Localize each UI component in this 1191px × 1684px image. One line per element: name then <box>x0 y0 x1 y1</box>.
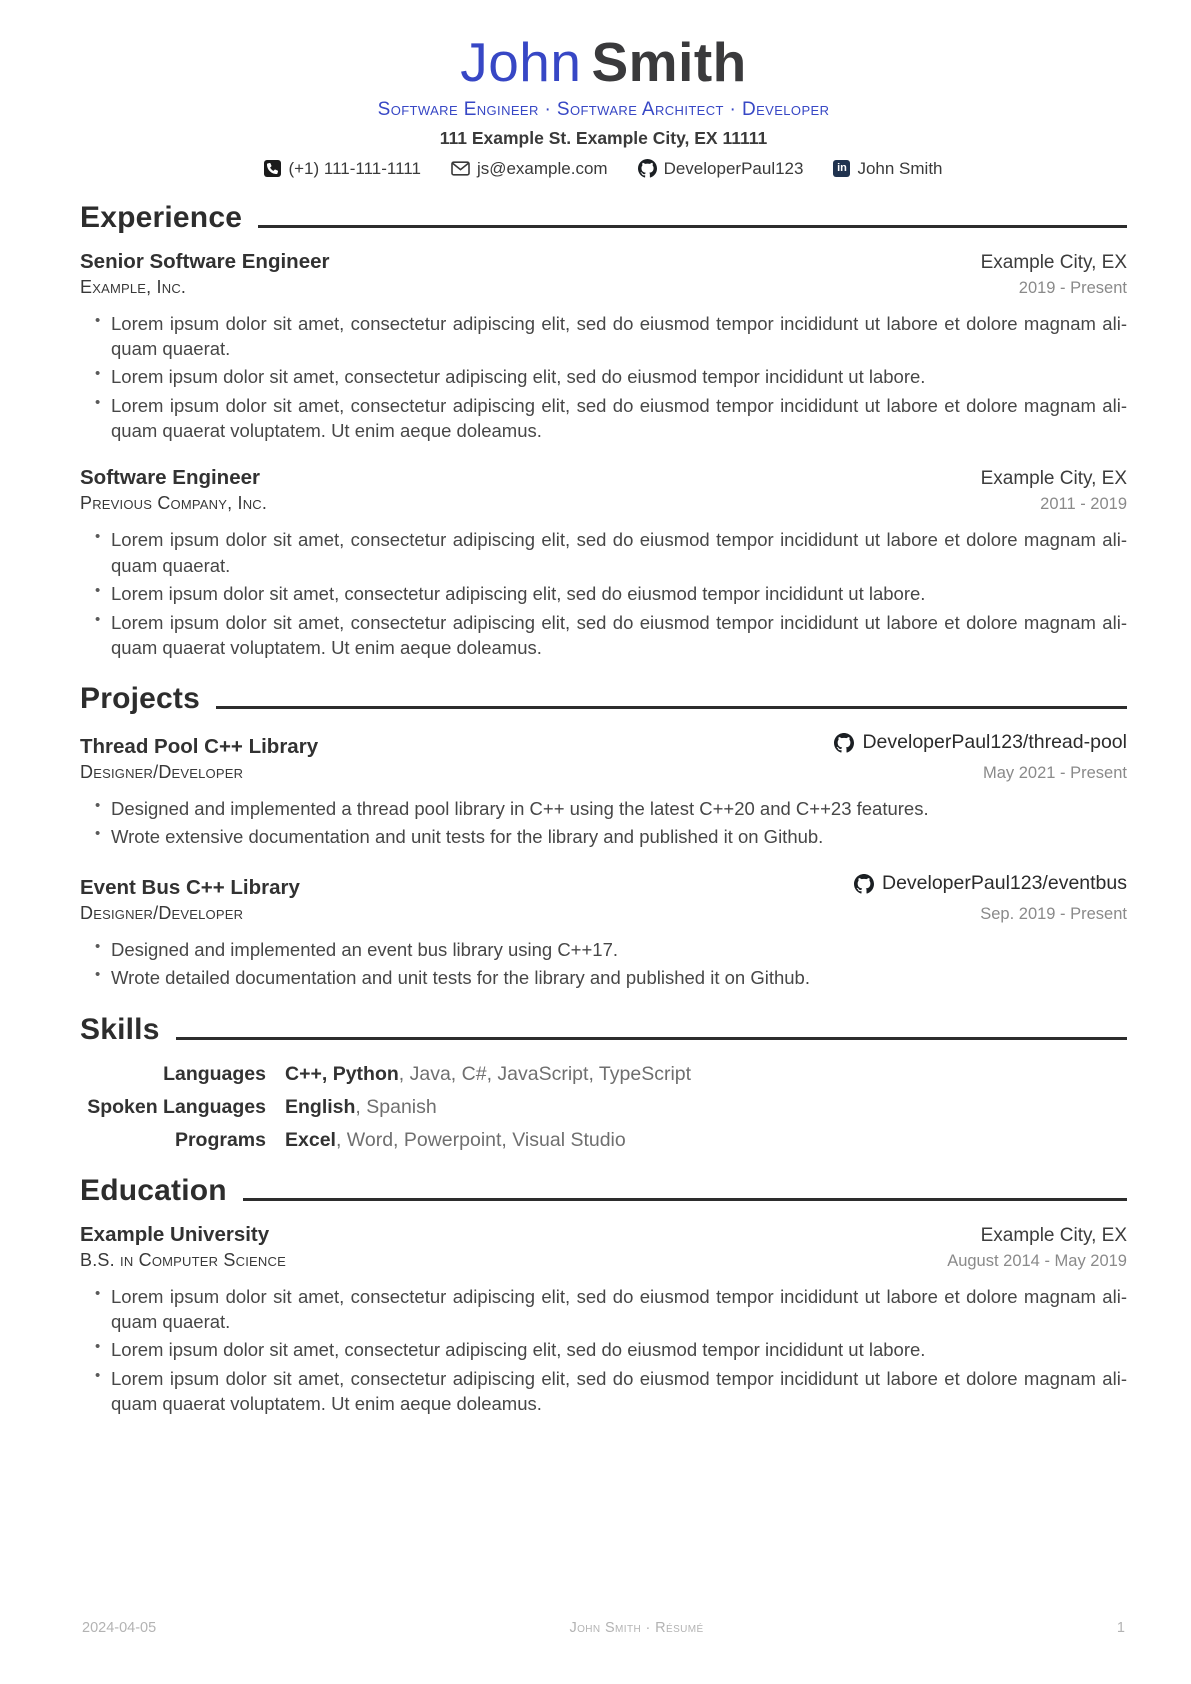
repo-link[interactable] <box>834 731 1127 754</box>
skill-values-secondary: , Word, Powerpoint, Visual Studio <box>335 1128 626 1151</box>
section-heading <box>80 684 1127 714</box>
project-entry <box>80 731 1127 849</box>
entry-company: Previous Company, Inc. <box>80 493 268 514</box>
section-projects <box>80 684 1127 990</box>
entry-dates: 2011 - 2019 <box>1040 495 1127 514</box>
bullet-item: • Wrote extensive documentation and unit tests for the library and published it on Github. <box>94 824 1127 849</box>
contact-row <box>80 159 1127 179</box>
email-link[interactable] <box>451 159 608 179</box>
project-title: Event Bus C++ Library <box>80 875 300 899</box>
skill-values-secondary: , Spanish <box>355 1095 437 1118</box>
bullet-list <box>80 796 1127 850</box>
bullet-item: • Lorem ipsum dolor sit amet, consectetur adipiscing elit, sed do eiusmod tempor incididunt ut labore et dolore magnam aliquam quaerat voluptatem. Ut enim aeque doleamus. <box>94 1366 1127 1417</box>
entry-dates: August 2014 - May 2019 <box>947 1251 1127 1270</box>
page-number: 1 <box>1116 1620 1125 1636</box>
footer-document-title: John Smith · Résumé <box>569 1620 704 1636</box>
entry-header <box>80 872 1127 900</box>
section-heading <box>80 1012 1127 1046</box>
entry-header <box>80 466 1127 490</box>
skill-values-primary: English <box>285 1095 356 1118</box>
email-address: js@example.com <box>476 158 608 178</box>
bullet-item: • Lorem ipsum dolor sit amet, consectetur adipiscing elit, sed do eiusmod tempor incididunt ut labore et dolore magnam aliquam quaerat. <box>94 311 1127 362</box>
repo-name: DeveloperPaul123/thread-pool <box>862 731 1127 754</box>
section-rule <box>216 706 1127 709</box>
repo-name: DeveloperPaul123/eventbus <box>881 872 1127 895</box>
github-icon <box>834 733 854 753</box>
education-entry <box>80 1223 1127 1417</box>
github-icon <box>638 159 657 178</box>
entry-subheader <box>80 277 1127 298</box>
entry-subheader <box>80 1250 1127 1271</box>
entry-dates: Sep. 2019 - Present <box>980 904 1127 923</box>
footer-date: 2024-04-05 <box>82 1620 157 1636</box>
phone-icon <box>264 160 281 177</box>
linkedin-icon: in <box>833 160 850 177</box>
experience-entry <box>80 250 1127 444</box>
bullet-item: • Lorem ipsum dolor sit amet, consectetur adipiscing elit, sed do eiusmod tempor incididunt ut labore. <box>94 1337 1127 1362</box>
entry-subheader <box>80 903 1127 924</box>
skill-category: Programs <box>174 1128 266 1151</box>
project-role: Designer/Developer <box>80 761 244 782</box>
bullet-list <box>80 1284 1127 1417</box>
section-title: Education <box>80 1173 227 1207</box>
phone-number: (+1) 111-111-1111 <box>288 158 421 178</box>
entry-company: Example, Inc. <box>80 276 187 297</box>
bullet-item: • Lorem ipsum dolor sit amet, consectetur adipiscing elit, sed do eiusmod tempor incididunt ut labore. <box>94 581 1127 606</box>
section-title: Experience <box>80 200 243 234</box>
skill-values <box>285 1096 1127 1119</box>
entry-location: Example City, EX <box>980 251 1127 273</box>
github-icon <box>854 874 874 894</box>
first-name: John <box>460 31 582 93</box>
bullet-item: • Designed and implemented an event bus library using C++17. <box>94 937 1127 962</box>
degree: B.S. in Computer Science <box>80 1249 286 1270</box>
bullet-item: • Lorem ipsum dolor sit amet, consectetur adipiscing elit, sed do eiusmod tempor incididunt ut labore et dolore magnam aliquam quaerat voluptatem. Ut enim aeque doleamus. <box>94 393 1127 444</box>
last-name: Smith <box>591 31 747 93</box>
repo-link[interactable] <box>854 872 1127 895</box>
section-experience <box>80 200 1127 660</box>
envelope-icon <box>451 161 470 176</box>
section-title: Skills <box>80 1012 160 1046</box>
project-role: Designer/Developer <box>80 902 244 923</box>
entry-dates: 2019 - Present <box>1018 278 1127 297</box>
page-footer <box>82 1620 1125 1636</box>
skill-values <box>285 1129 1127 1152</box>
bullet-list <box>80 311 1127 444</box>
section-skills <box>80 1012 1127 1152</box>
skill-category: Languages <box>163 1062 266 1085</box>
bullet-item: • Lorem ipsum dolor sit amet, consectetur adipiscing elit, sed do eiusmod tempor incididunt ut labore et dolore magnam aliquam quaerat. <box>94 1284 1127 1335</box>
github-username: DeveloperPaul123 <box>663 158 804 178</box>
section-education <box>80 1173 1127 1417</box>
phone-link[interactable] <box>264 159 420 179</box>
github-profile-link[interactable] <box>638 159 804 179</box>
job-titles: Software Engineer · Software Architect · Developer <box>377 98 830 120</box>
bullet-item: • Lorem ipsum dolor sit amet, consectetur adipiscing elit, sed do eiusmod tempor incididunt ut labore et dolore magnam aliquam quaerat. <box>94 527 1127 578</box>
linkedin-link[interactable] <box>833 159 942 179</box>
entry-title: Software Engineer <box>80 466 260 490</box>
full-name <box>80 31 1127 93</box>
project-entry <box>80 872 1127 990</box>
school-name: Example University <box>80 1222 270 1246</box>
bullet-item: • Designed and implemented a thread pool library in C++ using the latest C++20 and C++23 features. <box>94 796 1127 821</box>
bullet-item: • Wrote detailed documentation and unit tests for the library and published it on Github. <box>94 965 1127 990</box>
experience-entry <box>80 466 1127 660</box>
skill-category: Spoken Languages <box>87 1095 266 1118</box>
section-heading <box>80 200 1127 234</box>
entry-header <box>80 731 1127 759</box>
entry-subheader <box>80 493 1127 514</box>
header <box>80 31 1127 179</box>
section-rule <box>176 1037 1127 1040</box>
skill-values <box>285 1063 1127 1086</box>
entry-header <box>80 1223 1127 1247</box>
skill-values-secondary: , Java, C#, JavaScript, TypeScript <box>398 1062 692 1085</box>
skills-table <box>80 1063 1127 1152</box>
bullet-list <box>80 527 1127 660</box>
bullet-list <box>80 937 1127 991</box>
street-address: 111 Example St. Example City, EX 11111 <box>439 127 768 148</box>
bullet-item: • Lorem ipsum dolor sit amet, consectetur adipiscing elit, sed do eiusmod tempor incididunt ut labore. <box>94 364 1127 389</box>
entry-subheader <box>80 762 1127 783</box>
entry-location: Example City, EX <box>980 468 1127 490</box>
entry-dates: May 2021 - Present <box>983 763 1127 782</box>
skill-values-primary: Excel <box>285 1128 336 1151</box>
entry-header <box>80 250 1127 274</box>
section-rule <box>243 1198 1127 1201</box>
bullet-item: • Lorem ipsum dolor sit amet, consectetur adipiscing elit, sed do eiusmod tempor incididunt ut labore et dolore magnam aliquam quaerat voluptatem. Ut enim aeque doleamus. <box>94 610 1127 661</box>
section-heading <box>80 1173 1127 1207</box>
entry-title: Senior Software Engineer <box>80 249 330 273</box>
linkedin-name: John Smith <box>857 158 943 178</box>
project-title: Thread Pool C++ Library <box>80 734 319 758</box>
section-rule <box>258 225 1127 228</box>
skill-values-primary: C++, Python <box>285 1062 399 1085</box>
section-title: Projects <box>80 682 200 716</box>
entry-location: Example City, EX <box>980 1224 1127 1246</box>
